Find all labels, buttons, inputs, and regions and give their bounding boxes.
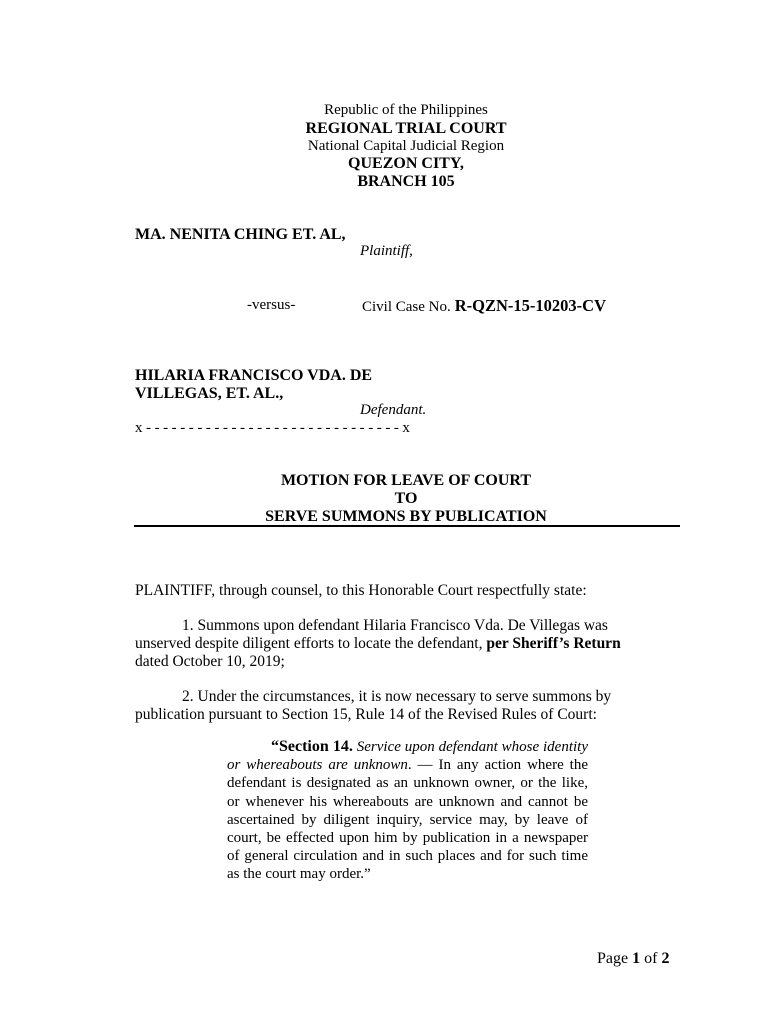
paragraph-1-line1: 1. Summons upon defendant Hilaria Francisco Vda. De Villegas was xyxy=(182,617,608,634)
header-court: REGIONAL TRIAL COURT xyxy=(305,120,507,137)
paragraph-1-line2 xyxy=(135,634,621,654)
paragraph-1-line3: dated October 10, 2019; xyxy=(135,653,285,670)
header-branch: BRANCH 105 xyxy=(357,173,455,190)
quoted-rule xyxy=(227,738,588,884)
page-label: Page xyxy=(597,950,629,967)
paragraph-1-text: unserved despite diligent efforts to locate the defendant, xyxy=(135,635,487,652)
case-label: Civil Case No. xyxy=(362,299,451,315)
of-label: of xyxy=(644,950,658,967)
paragraph-2-line2: publication pursuant to Section 15, Rule 14 of the Revised Rules of Court: xyxy=(135,706,597,723)
motion-title-line2: TO xyxy=(394,490,418,507)
case-number: R-QZN-15-10203-CV xyxy=(454,296,606,315)
defendant-role: Defendant. xyxy=(360,402,427,418)
header-region: National Capital Judicial Region xyxy=(307,138,505,154)
motion-title-line3: SERVE SUMMONS BY PUBLICATION xyxy=(265,508,547,525)
case-number-line xyxy=(362,296,606,316)
paragraph-2-line1: 2. Under the circumstances, it is now necessary to serve summons by xyxy=(182,688,612,705)
quote-text: . — In any action where the defendant is designated as an unknown owner, or the like, or whenever his whereabouts are unknown and cannot be ascertained by diligent inquiry, service may, by leave of court, be effected upon him by publication in a newspaper of general circulation and in such places and for such time as the court may order.” xyxy=(227,757,588,883)
versus-label: -versus- xyxy=(247,297,296,313)
header-city: QUEZON CITY, xyxy=(348,155,464,172)
defendant-name-line1: HILARIA FRANCISCO VDA. DE xyxy=(135,367,373,384)
page-current: 1 xyxy=(632,950,641,967)
page-indicator xyxy=(597,950,669,968)
quote-section: “Section 14. xyxy=(271,738,353,755)
page-total: 2 xyxy=(661,950,670,967)
plaintiff-role: Plaintiff, xyxy=(360,243,413,259)
header-republic: Republic of the Philippines xyxy=(324,102,488,118)
caption-separator: x - - - - - - - - - - - - - - - - - - - - - - - - - - - - - - x xyxy=(135,420,410,436)
defendant-name-line2: VILLEGAS, ET. AL., xyxy=(135,385,284,402)
quote-heading: Service upon defendant whose identity or whereabouts are unknown xyxy=(227,739,588,774)
title-underline xyxy=(134,525,680,527)
plaintiff-name: MA. NENITA CHING ET. AL, xyxy=(135,226,346,243)
motion-title-line1: MOTION FOR LEAVE OF COURT xyxy=(280,472,532,489)
intro-paragraph: PLAINTIFF, through counsel, to this Honorable Court respectfully state: xyxy=(135,582,587,599)
sheriffs-return: per Sheriff’s Return xyxy=(486,635,621,652)
